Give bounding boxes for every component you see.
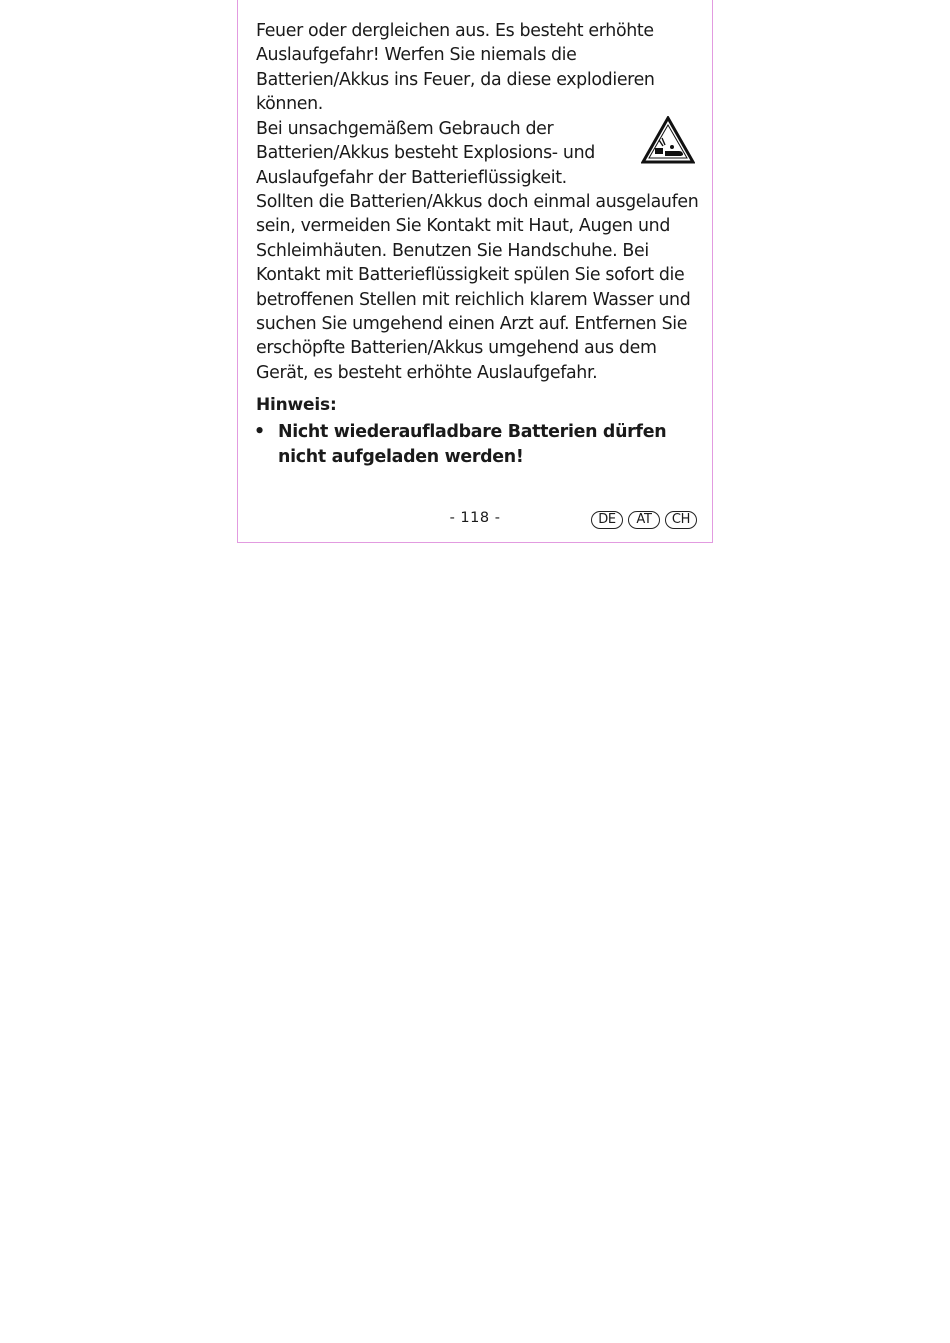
note-heading: Hinweis: — [256, 395, 337, 415]
page-number: - 118 - — [449, 510, 501, 526]
country-badges — [591, 511, 697, 529]
country-badge-ch: CH — [665, 511, 697, 529]
paragraph-fire-warning: Feuer oder dergleichen aus. Es besteht erhöhte Auslaufgefahr! Werfen Sie niemals die Batterien/Akkus ins Feuer, da diese explodieren können. — [256, 21, 655, 115]
note-item-text: Nicht wiederaufladbare Batterien dürfen nicht aufgeladen werden! — [278, 422, 667, 467]
country-badge-de: DE — [591, 511, 623, 529]
corrosive-warning-icon — [641, 116, 695, 164]
bullet-marker: • — [254, 422, 265, 442]
paragraph-leak-instructions: Sollten die Batterien/Akkus doch einmal ausgelaufen sein, vermeiden Sie Kontakt mit Haut, Augen und Schleimhäuten. Benutzen Sie Handschuhe. Bei Kontakt mit Batterieflüssigkeit spülen Sie sofort die betroffenen Stellen mit reichlich klarem Wasser und suchen Sie umgehend einen Arzt auf. Entfernen Sie erschöpfte Batterien/Akkus umgehend aus dem Gerät, es besteht erhöhte Auslaufgefahr. — [256, 192, 699, 383]
country-badge-at: AT — [628, 511, 660, 529]
note-list-item — [254, 420, 684, 470]
paragraph-explosion-warning: Bei unsachgemäßem Gebrauch der Batterien/Akkus besteht Explosions- und Auslaufgefahr der Batterieflüssigkeit. — [256, 119, 595, 188]
